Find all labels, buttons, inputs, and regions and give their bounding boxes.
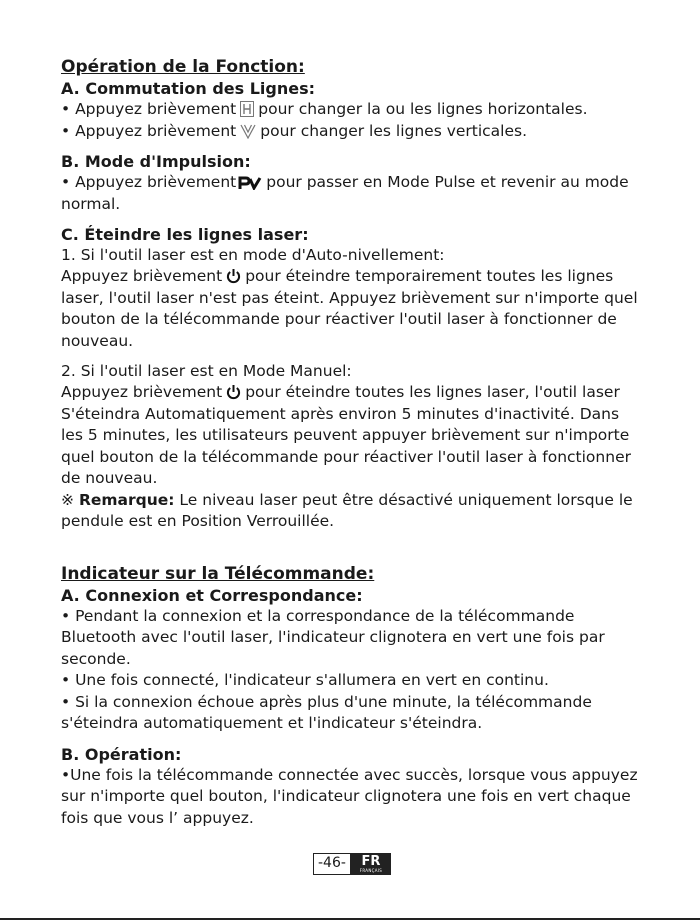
vertical-lines-icon [240,123,256,139]
note-mark-icon: ※ [61,490,74,509]
subheading-line-switching: A. Commutation des Lignes: [61,79,316,98]
power-icon [226,384,241,400]
paragraph-text: pour éteindre temporairement toutes les lignes laser, l'outil laser n'est pas éteint. Appuyez brièvement sur n'importe quel bouton de la télécommande pour réactiver l'outil laser à fonctionner de nouveau. [61,267,638,350]
section-title-operation: Opération de la Fonction: [61,57,305,77]
bullet-text: • Appuyez brièvement [61,173,237,191]
bullet-connected: • Une fois connecté, l'indicateur s'allumera en vert en continu. [61,671,549,689]
page-footer [313,853,391,875]
bullet-text: pour changer les lignes verticales. [260,121,528,140]
paragraph-manual-mode [61,382,641,490]
language-code: FR [361,854,381,869]
paragraph-auto-level [61,266,641,352]
bottom-divider [0,918,700,920]
paragraph-text: pour éteindre toutes les lignes laser, l'outil laser S'éteindra Automatiquement après environ 5 minutes d'inactivité. Dans les 5 minutes, les utilisateurs peuvent appuyer brièvement sur n'importe quel bouton de la télécommande pour réactiver l'outil laser à fonctionner de nouveau. [61,383,631,487]
language-name: FRANÇAIS [359,868,383,873]
note-label: Remarque: [78,490,175,509]
subheading-operation: B. Opération: [61,744,182,764]
manual-page [61,56,641,829]
bullet-text: pour changer la ou les lignes horizontales. [258,100,588,118]
bullet-text: • Appuyez brièvement [61,100,237,118]
bullet-connection-pairing: • Pendant la connexion et la correspondance de la télécommande Bluetooth avec l'outil laser, l'indicateur clignotera en vert une fois par seconde. [61,606,605,668]
paragraph-text: Appuyez brièvement [61,267,223,285]
bullet-horizontal-lines [61,99,641,121]
paragraph-operation: •Une fois la télécommande connectée avec succès, lorsque vous appuyez sur n'importe quel bouton, l'indicateur clignotera une fois en vert chaque fois que vous l’ appuyez. [61,765,638,827]
page-number: -46- [313,853,351,875]
bullet-text: • Appuyez brièvement [61,121,237,140]
subheading-connection: A. Connexion et Correspondance: [61,585,363,605]
subheading-auto-level: 1. Si l'outil laser est en mode d'Auto-nivellement: [61,246,445,264]
note-paragraph [61,490,641,533]
pulse-mode-icon [238,176,262,190]
bullet-connection-failed: • Si la connexion échoue après plus d'une minute, la télécommande s'éteindra automatiquement et l'indicateur s'éteindra. [61,692,592,732]
power-icon [226,268,241,284]
bullet-vertical-lines [61,121,641,143]
language-badge [351,853,391,875]
bullet-text: pour passer en Mode Pulse et revenir au mode normal. [61,173,629,213]
subheading-turn-off-lines: C. Éteindre les lignes laser: [61,225,309,244]
bullet-pulse-mode [61,172,641,215]
subheading-pulse-mode: B. Mode d'Impulsion: [61,152,251,171]
paragraph-text: Appuyez brièvement [61,383,223,401]
subheading-manual-mode: 2. Si l'outil laser est en Mode Manuel: [61,362,352,380]
section-title-remote-indicator: Indicateur sur la Télécommande: [61,563,375,584]
horizontal-lines-icon [240,101,254,117]
note-text: Le niveau laser peut être désactivé uniquement lorsque le pendule est en Position Verrouillée. [61,490,633,530]
